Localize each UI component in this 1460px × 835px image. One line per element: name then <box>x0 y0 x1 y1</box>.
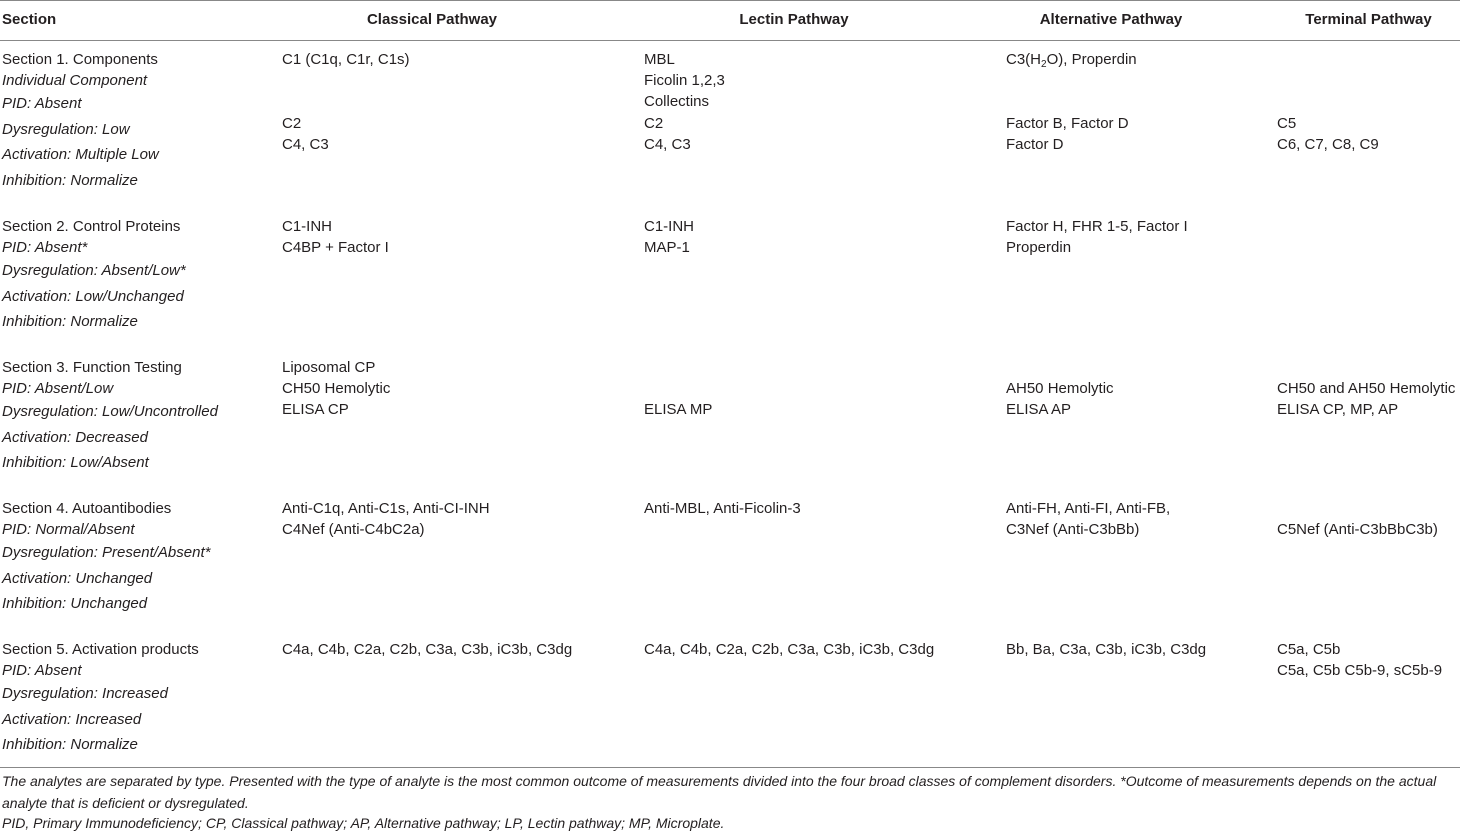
cell-text: C5a, C5b C5b-9, sC5b-9 <box>1277 662 1443 679</box>
row-1-lectin-b <box>644 113 691 155</box>
cell-text: C1-INH <box>644 218 695 235</box>
cell-text: ELISA CP <box>282 401 349 418</box>
row-3-terminal <box>1277 378 1455 420</box>
section-1-title: Section 1. Components <box>2 51 158 68</box>
section-1-cell <box>2 49 159 193</box>
cell-text: C4BP + Factor I <box>282 239 389 256</box>
section-5-dysregulation: Dysregulation: Increased <box>2 685 168 702</box>
cell-text: MAP-1 <box>644 239 690 256</box>
cell-text: ELISA MP <box>644 401 713 418</box>
table-top-rule <box>0 0 1460 1</box>
section-4-inhibition: Inhibition: Unchanged <box>2 595 148 613</box>
section-3-inhibition: Inhibition: Low/Absent <box>2 454 149 472</box>
cell-text: C3Nef (Anti-C3bBb) <box>1006 521 1140 538</box>
row-1-lectin-a <box>644 49 725 112</box>
cell-text: C2 <box>282 115 302 132</box>
section-1-pid: PID: Absent <box>2 95 82 112</box>
row-3-lectin <box>644 399 712 420</box>
section-3-title: Section 3. Function Testing <box>2 359 182 376</box>
cell-text: Properdin <box>1006 239 1072 256</box>
cell-text: C2 <box>644 115 664 132</box>
section-2-activation: Activation: Low/Unchanged <box>2 287 184 305</box>
footnote-1: The analytes are separated by type. Presented with the type of analyte is the most common outcome of measurements divided into the four broad classes of complement disorders. *Outcome of measurements depends on the actual analyte that is deficient or dysregulated. <box>2 773 1437 811</box>
row-2-alternative <box>1006 216 1188 258</box>
row-1-alternative-b <box>1006 113 1129 155</box>
table-bottom-rule <box>0 767 1460 768</box>
row-5-classical <box>282 639 572 660</box>
row-2-lectin <box>644 216 694 258</box>
cell-text: CH50 and AH50 Hemolytic <box>1277 380 1456 397</box>
cell-text: Factor D <box>1006 136 1064 153</box>
section-3-activation: Activation: Decreased <box>2 428 148 446</box>
row-4-classical <box>282 498 490 540</box>
section-4-activation: Activation: Unchanged <box>2 569 153 587</box>
section-2-inhibition: Inhibition: Normalize <box>2 313 138 331</box>
header-alternative: Alternative Pathway <box>1039 11 1183 28</box>
section-5-inhibition: Inhibition: Normalize <box>2 736 138 754</box>
header-terminal: Terminal Pathway <box>1305 11 1432 28</box>
row-1-classical-a <box>282 49 410 70</box>
c3h2o-rest: O), Properdin <box>1046 51 1137 68</box>
header-rule <box>0 40 1460 41</box>
header-classical: Classical Pathway <box>366 11 498 28</box>
row-4-alternative <box>1006 498 1170 540</box>
section-4-pid: PID: Normal/Absent <box>2 521 135 538</box>
row-4-lectin <box>644 498 801 519</box>
cell-text: C4a, C4b, C2a, C2b, C3a, C3b, iC3b, C3dg <box>282 641 573 658</box>
cell-text: C4a, C4b, C2a, C2b, C3a, C3b, iC3b, C3dg <box>644 641 935 658</box>
cell-text: Anti-FH, Anti-FI, Anti-FB, <box>1006 500 1171 517</box>
section-2-dysregulation: Dysregulation: Absent/Low* <box>2 262 186 279</box>
section-1-inhibition: Inhibition: Normalize <box>2 171 138 189</box>
cell-text: Liposomal CP <box>282 359 376 376</box>
section-2-pid: PID: Absent* <box>2 239 88 256</box>
cell-text: C4, C3 <box>282 136 329 153</box>
section-1-dysregulation: Dysregulation: Low <box>2 120 130 138</box>
section-5-pid: PID: Absent <box>2 662 82 679</box>
header-lectin: Lectin Pathway <box>739 11 849 28</box>
section-2-cell <box>2 216 186 335</box>
cell-text: ELISA AP <box>1006 401 1072 418</box>
cell-text: Anti-C1q, Anti-C1s, Anti-CI-INH <box>282 500 490 517</box>
section-4-dysregulation: Dysregulation: Present/Absent* <box>2 544 211 561</box>
row-3-alternative <box>1006 378 1114 420</box>
cell-text <box>1006 49 1137 70</box>
section-3-cell <box>2 357 218 476</box>
section-5-title: Section 5. Activation products <box>2 641 199 658</box>
cell-text: Factor H, FHR 1-5, Factor I <box>1006 218 1188 235</box>
row-2-classical <box>282 216 389 258</box>
c3h2o-main: C3(H <box>1006 51 1042 68</box>
section-4-title: Section 4. Autoantibodies <box>2 500 172 517</box>
section-1-activation: Activation: Multiple Low <box>2 146 159 164</box>
cell-text: C1 (C1q, C1r, C1s) <box>282 51 410 68</box>
section-5-activation: Activation: Increased <box>2 710 142 728</box>
cell-text: CH50 Hemolytic <box>282 380 391 397</box>
row-1-classical-b <box>282 113 329 155</box>
cell-text: C5 <box>1277 115 1297 132</box>
section-3-dysregulation: Dysregulation: Low/Uncontrolled <box>2 403 218 420</box>
section-3-pid: PID: Absent/Low <box>2 380 114 397</box>
row-1-terminal-b <box>1277 113 1379 155</box>
section-4-cell <box>2 498 210 617</box>
cell-text: C5a, C5b <box>1277 641 1341 658</box>
cell-text: Ficolin 1,2,3 <box>644 72 725 89</box>
cell-text: Factor B, Factor D <box>1006 115 1129 132</box>
cell-text: C4, C3 <box>644 136 691 153</box>
row-3-classical <box>282 357 390 420</box>
cell-text: C6, C7, C8, C9 <box>1277 136 1379 153</box>
header-section: Section <box>2 11 57 28</box>
row-1-alternative-a <box>1006 49 1137 70</box>
c3h2o-subscript: 2 <box>1041 59 1047 70</box>
row-5-alternative <box>1006 639 1206 660</box>
section-5-cell <box>2 639 199 758</box>
row-5-terminal <box>1277 639 1442 681</box>
cell-text: Collectins <box>644 93 710 110</box>
cell-text: C4Nef (Anti-C4bC2a) <box>282 521 425 538</box>
cell-text: ELISA CP, MP, AP <box>1277 401 1399 418</box>
footnote-2: PID, Primary Immunodeficiency; CP, Classical pathway; AP, Alternative pathway; LP, Lectin pathway; MP, Microplate. <box>2 815 725 831</box>
row-4-terminal <box>1277 519 1438 540</box>
section-2-title: Section 2. Control Proteins <box>2 218 181 235</box>
cell-text: AH50 Hemolytic <box>1006 380 1114 397</box>
cell-text: C1-INH <box>282 218 333 235</box>
cell-text: MBL <box>644 51 675 68</box>
cell-text: Bb, Ba, C3a, C3b, iC3b, C3dg <box>1006 641 1207 658</box>
row-5-lectin <box>644 639 934 660</box>
section-1-type: Individual Component <box>2 72 148 89</box>
cell-text: Anti-MBL, Anti-Ficolin-3 <box>644 500 801 517</box>
cell-text: C5Nef (Anti-C3bBbC3b) <box>1277 521 1438 538</box>
